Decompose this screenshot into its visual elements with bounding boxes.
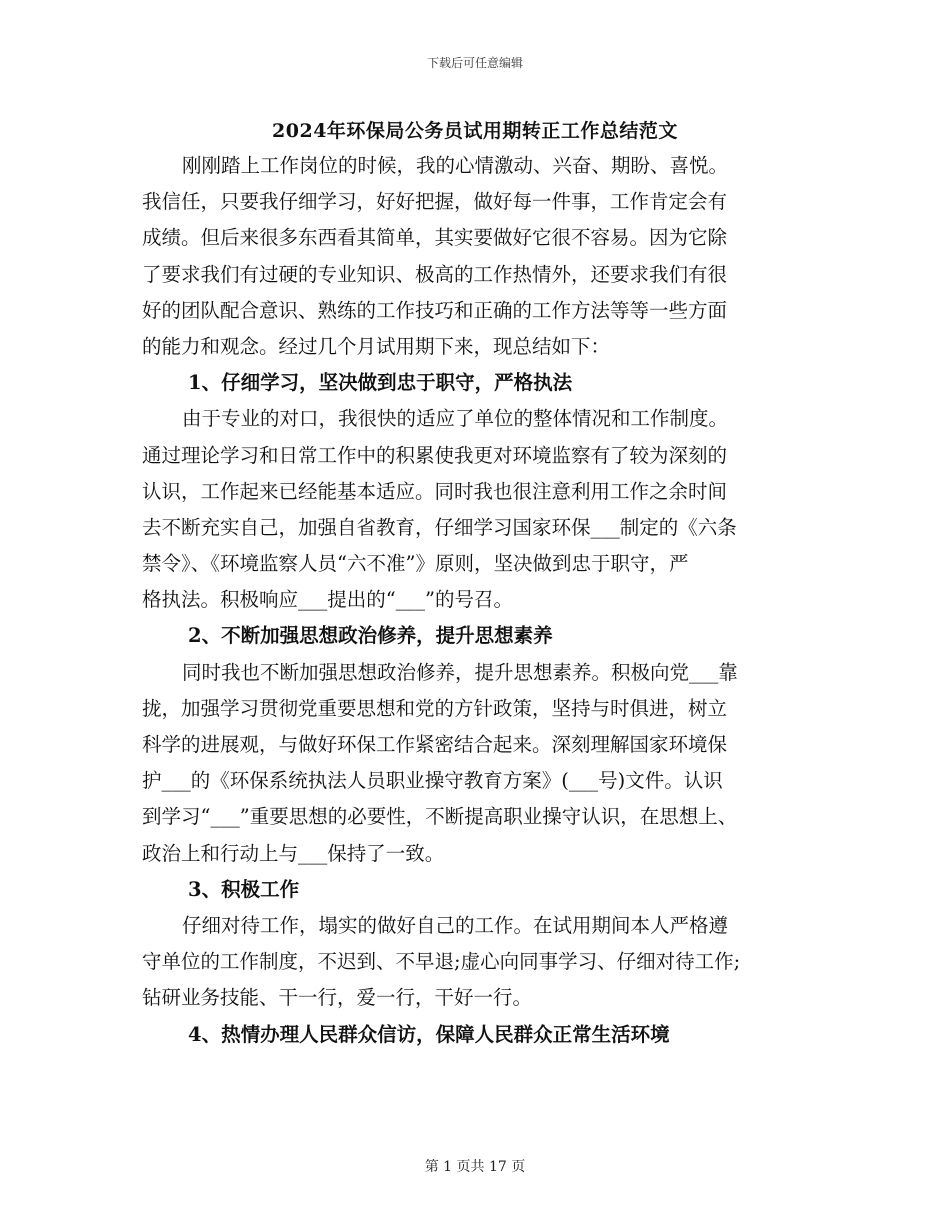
- paragraph-line: 去不断充实自己，加强自省教育，仔细学习国家环保___制定的《六条: [142, 515, 737, 539]
- paragraph-line: 钻研业务技能、干一行，爱一行，干好一行。: [142, 986, 533, 1010]
- page-footer: 第 1 页共 17 页: [424, 1159, 526, 1175]
- paragraph-line: 由于专业的对口，我很快的适应了单位的整体情况和工作制度。: [182, 407, 729, 431]
- paragraph-line: 成绩。但后来很多东西看其简单，其实要做好它很不容易。因为它除: [142, 226, 728, 250]
- document-title: 2024年环保局公务员试用期转正工作总结范文: [272, 120, 678, 142]
- paragraph-line: 科学的进展观，与做好环保工作紧密结合起来。深刻理解国家环境保: [142, 733, 728, 756]
- paragraph-line: 我信任，只要我仔细学习，好好把握，做好每一件事，工作肯定会有: [142, 190, 728, 214]
- page-header: 下载后可任意编辑: [426, 56, 523, 70]
- paragraph-line: 刚刚踏上工作岗位的时候，我的心情激动、兴奋、期盼、喜悦。: [182, 154, 729, 177]
- section-heading: 3、积极工作: [188, 877, 300, 901]
- paragraph-line: 仔细对待工作，塌实的做好自己的工作。在试用期间本人严格遵: [182, 913, 729, 937]
- paragraph-line: 护___的《环保系统执法人员职业操守教育方案》(___号)文件。认识: [142, 769, 723, 793]
- section-heading: 1、仔细学习，坚决做到忠于职守，严格执法: [188, 371, 573, 395]
- paragraph-line: 好的团队配合意识、熟练的工作技巧和正确的工作方法等等一些方面: [142, 298, 728, 322]
- paragraph-line: 的能力和观念。经过几个月试用期下来，现总结如下：: [142, 334, 611, 358]
- paragraph-line: 守单位的工作制度，不迟到、不早退;虚心向同事学习、仔细对待工作;: [142, 950, 741, 974]
- document-body: [142, 148, 822, 1053]
- section-heading: 2、不断加强思想政治修养，提升思想素养: [188, 624, 553, 648]
- section-heading: 4、热情办理人民群众信访，保障人民群众正常生活环境: [188, 1022, 670, 1046]
- paragraph-line: 格执法。积极响应___提出的“___”的号召。: [142, 588, 513, 612]
- paragraph-line: 认识，工作起来已经能基本适应。同时我也很注意利用工作之余时间: [142, 479, 728, 503]
- paragraph-line: 同时我也不断加强思想政治修养，提升思想素养。积极向党___靠: [182, 660, 738, 684]
- paragraph-line: 了要求我们有过硬的专业知识、极高的工作热情外，还要求我们有很: [142, 262, 728, 286]
- paragraph-line: 政治上和行动上与___保持了一致。: [142, 841, 445, 865]
- paragraph-line: 通过理论学习和日常工作中的积累使我更对环境监察有了较为深刻的: [142, 443, 728, 467]
- paragraph-line: 禁令》、《环境监察人员“六不准”》原则，坚决做到忠于职守，严: [142, 552, 689, 576]
- paragraph-line: 拢，加强学习贯彻党重要思想和党的方针政策，坚持与时俱进，树立: [142, 696, 728, 720]
- paragraph-line: 到学习“___”重要思想的必要性，不断提高职业操守认识，在思想上、: [142, 805, 738, 829]
